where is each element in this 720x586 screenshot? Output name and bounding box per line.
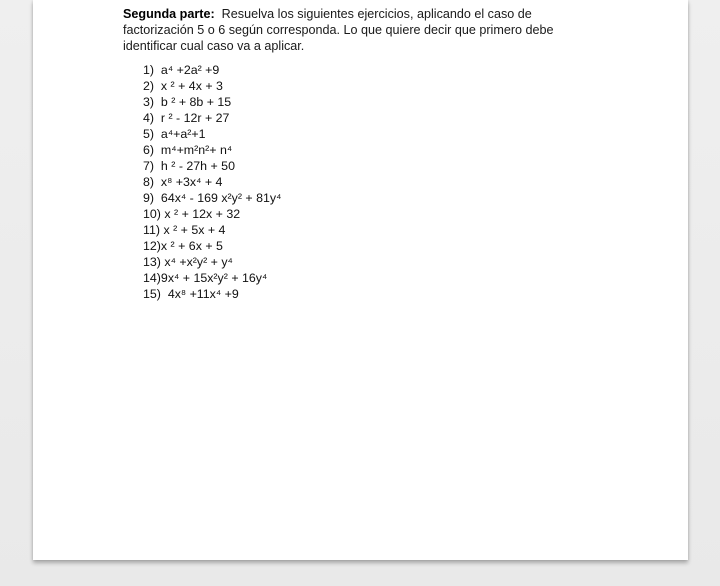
- exercise-number: 7): [143, 159, 155, 173]
- exercise-expression: 9x⁴ + 15x²y² + 16y⁴: [160, 271, 268, 285]
- exercise-item: [143, 126, 281, 142]
- exercise-expression: a⁴ +2a² +9: [160, 63, 220, 77]
- exercise-number: 8): [143, 175, 155, 189]
- exercise-number: 14): [143, 271, 161, 285]
- exercise-item: [143, 110, 281, 126]
- exercise-expression: b ² + 8b + 15: [160, 95, 232, 109]
- exercise-number: 11): [143, 223, 160, 237]
- document-page: [33, 0, 688, 560]
- section-heading: Segunda parte:: [123, 7, 215, 21]
- exercise-expression: h ² - 27h + 50: [160, 159, 235, 173]
- exercise-expression: x ² + 5x + 4: [163, 223, 226, 237]
- exercise-number: 6): [143, 143, 155, 157]
- exercise-number: 10): [143, 207, 161, 221]
- instructions-line-3: identificar cual caso va a aplicar.: [123, 39, 305, 53]
- exercise-number: 12): [143, 239, 161, 253]
- instructions-line-1: [123, 6, 593, 22]
- exercise-number: 9): [143, 191, 155, 205]
- exercise-item: [143, 254, 281, 270]
- exercise-expression: m⁴+m²n²+ n⁴: [160, 143, 233, 157]
- exercise-expression: x ² + 12x + 32: [164, 207, 241, 221]
- exercise-expression: x⁴ +x²y² + y⁴: [164, 255, 233, 269]
- exercise-expression: a⁴+a²+1: [160, 127, 206, 141]
- exercise-number: 13): [143, 255, 161, 269]
- exercise-item: [143, 270, 281, 286]
- exercise-number: 1): [143, 63, 155, 77]
- exercise-item: [143, 94, 281, 110]
- exercise-number: 5): [143, 127, 155, 141]
- instructions-line-2: factorización 5 o 6 según corresponda. Lo que quiere decir que primero debe: [123, 23, 554, 37]
- instructions-text-1: Resuelva los siguientes ejercicios, aplicando el caso de: [221, 7, 532, 21]
- exercise-item: [143, 158, 281, 174]
- exercise-expression: x ² + 4x + 3: [160, 79, 223, 93]
- exercise-item: [143, 62, 281, 78]
- exercise-expression: r ² - 12r + 27: [160, 111, 230, 125]
- exercise-number: 15): [143, 287, 161, 301]
- exercise-item: [143, 190, 281, 206]
- exercise-number: 4): [143, 111, 155, 125]
- exercise-number: 3): [143, 95, 155, 109]
- exercise-expression: 64x⁴ - 169 x²y² + 81y⁴: [160, 191, 282, 205]
- exercise-expression: 4x⁸ +11x⁴ +9: [167, 287, 239, 301]
- exercise-item: [143, 142, 281, 158]
- instructions-paragraph: [123, 6, 593, 54]
- exercise-item: [143, 286, 281, 302]
- exercise-list: [143, 62, 281, 302]
- exercise-item: [143, 238, 281, 254]
- exercise-item: [143, 78, 281, 94]
- exercise-number: 2): [143, 79, 155, 93]
- exercise-item: [143, 222, 281, 238]
- exercise-expression: x ² + 6x + 5: [160, 239, 223, 253]
- exercise-item: [143, 206, 281, 222]
- exercise-expression: x⁸ +3x⁴ + 4: [160, 175, 223, 189]
- exercise-item: [143, 174, 281, 190]
